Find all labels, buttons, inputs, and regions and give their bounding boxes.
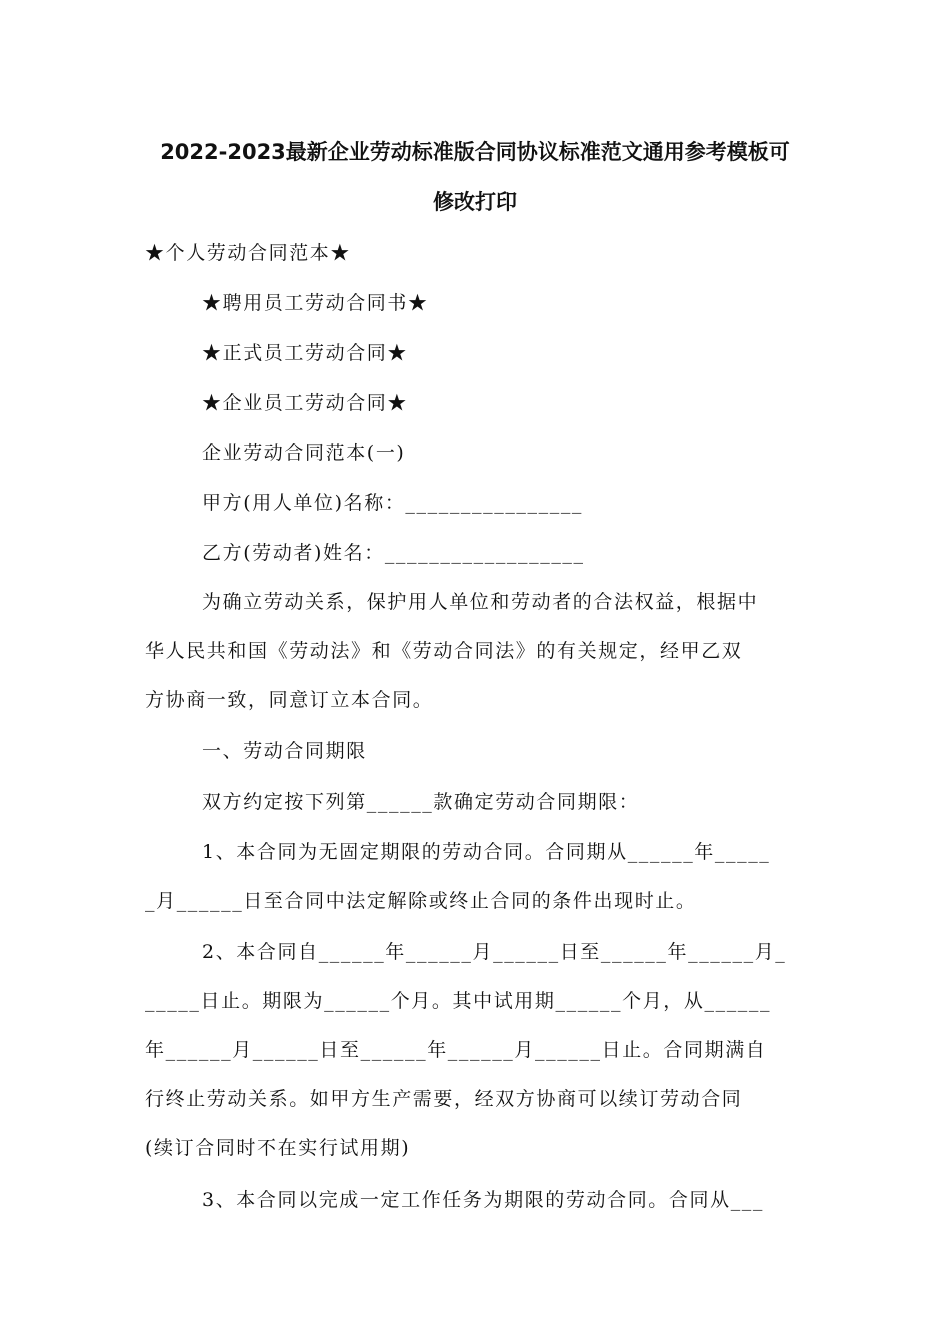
clause-heading-term: 一、劳动合同期限 xyxy=(202,740,367,762)
clause-2-line-3: 年______月______日至______年______月______日止。合同期满自 xyxy=(145,1039,767,1061)
toc-item-formal-employee-contract: ★正式员工劳动合同★ xyxy=(202,342,409,364)
clause-3-line-1: 3、本合同以完成一定工作任务为期限的劳动合同。合同从___ xyxy=(202,1189,764,1211)
preamble-line-1: 为确立劳动关系，保护用人单位和劳动者的合法权益，根据中 xyxy=(202,591,759,613)
clause-2-line-1: 2、本合同自______年______月______日至______年______月_ xyxy=(202,941,787,963)
clause-term-selection: 双方约定按下列第______款确定劳动合同期限： xyxy=(202,791,640,813)
section-heading-contract-sample: 企业劳动合同范本(一) xyxy=(202,442,406,464)
clause-2-line-5: (续订合同时不在实行试用期) xyxy=(145,1137,411,1159)
clause-1-line-1: 1、本合同为无固定期限的劳动合同。合同期从______年_____ xyxy=(202,841,771,863)
clause-2-line-4: 行终止劳动关系。如甲方生产需要，经双方协商可以续订劳动合同 xyxy=(145,1088,743,1110)
party-b-name-line: 乙方(劳动者)姓名：__________________ xyxy=(202,542,585,564)
document-title-line-2: 修改打印 xyxy=(433,190,517,214)
toc-item-personal-contract: ★个人劳动合同范本★ xyxy=(145,242,352,264)
clause-1-line-2: _月______日至合同中法定解除或终止合同的条件出现时止。 xyxy=(145,890,697,912)
party-a-name-line: 甲方(用人单位)名称：________________ xyxy=(202,492,584,514)
preamble-line-2: 华人民共和国《劳动法》和《劳动合同法》的有关规定，经甲乙双 xyxy=(145,640,743,662)
preamble-line-3: 方协商一致，同意订立本合同。 xyxy=(145,689,434,711)
document-title-line-1: 2022-2023最新企业劳动标准版合同协议标准范文通用参考模板可 xyxy=(160,140,790,164)
toc-item-enterprise-employee-contract: ★企业员工劳动合同★ xyxy=(202,392,409,414)
toc-item-hired-employee-contract: ★聘用员工劳动合同书★ xyxy=(202,292,429,314)
clause-2-line-2: _____日止。期限为______个月。其中试用期______个月，从______ xyxy=(145,990,772,1012)
